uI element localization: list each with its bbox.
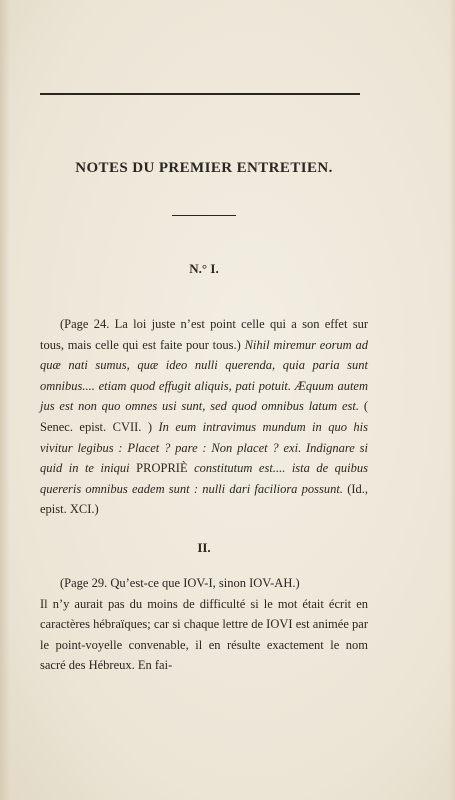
note-heading-2: II.: [197, 540, 211, 555]
note-1-paragraph: [40, 314, 368, 520]
note-heading-1: N.° I.: [189, 261, 219, 276]
note-1-citation-2: (Id., epist. XCI.): [40, 481, 369, 517]
note-1-latin-quote-3: constitutum est.... ista de quibus quereris omnibus eadem sunt : nulli dari faciliora possunt.: [40, 461, 369, 496]
chapter-title: NOTES DU PREMIER ENTRETIEN.: [75, 160, 333, 176]
title-rule: [172, 215, 236, 216]
note-1-reference: (Page 24. La loi juste n’est point celle qui a son effet sur tous, mais celle qui est faite pour tous.): [40, 317, 368, 352]
note-2-reference: (Page 29. Qu’est-ce que IOV-I, sinon IOV-AH.): [60, 576, 300, 590]
note-2-body: [40, 594, 368, 676]
page-edge-shadow: [449, 0, 455, 800]
top-rule: [40, 93, 360, 95]
note-1-latin-quote-1: Nihil miremur eorum ad quæ nati sumus, quæ ideo nulli querenda, quia paria sunt omnibus.... etiam quod effugit aliquis, pati potuit. Æquum autem jus est non quo omnes usi sunt, sed quod omnibus latum est.: [40, 337, 368, 414]
note-1-latin-quote-2: In eum intravimus mundum in quo his vivitur legibus : Placet ? pare : Non placet ? exi. Indignare si quid in te iniqui: [40, 419, 369, 476]
note-2-text: Il n’y aurait pas du moins de difficulté si le mot était écrit en caractères hébraïques; car si chaque lettre de IOVI est animée par le point-voyelle convenable, il en résulte exactement le nom sacré des Hébreux. En fai-: [40, 596, 368, 673]
note-1-citation-1: ( Senec. epist. CVII. ): [40, 399, 368, 434]
page-spine-shadow: [0, 0, 10, 800]
note-2-paragraph: [40, 573, 368, 676]
note-1-emphasis: PROPRIÈ: [136, 461, 188, 476]
